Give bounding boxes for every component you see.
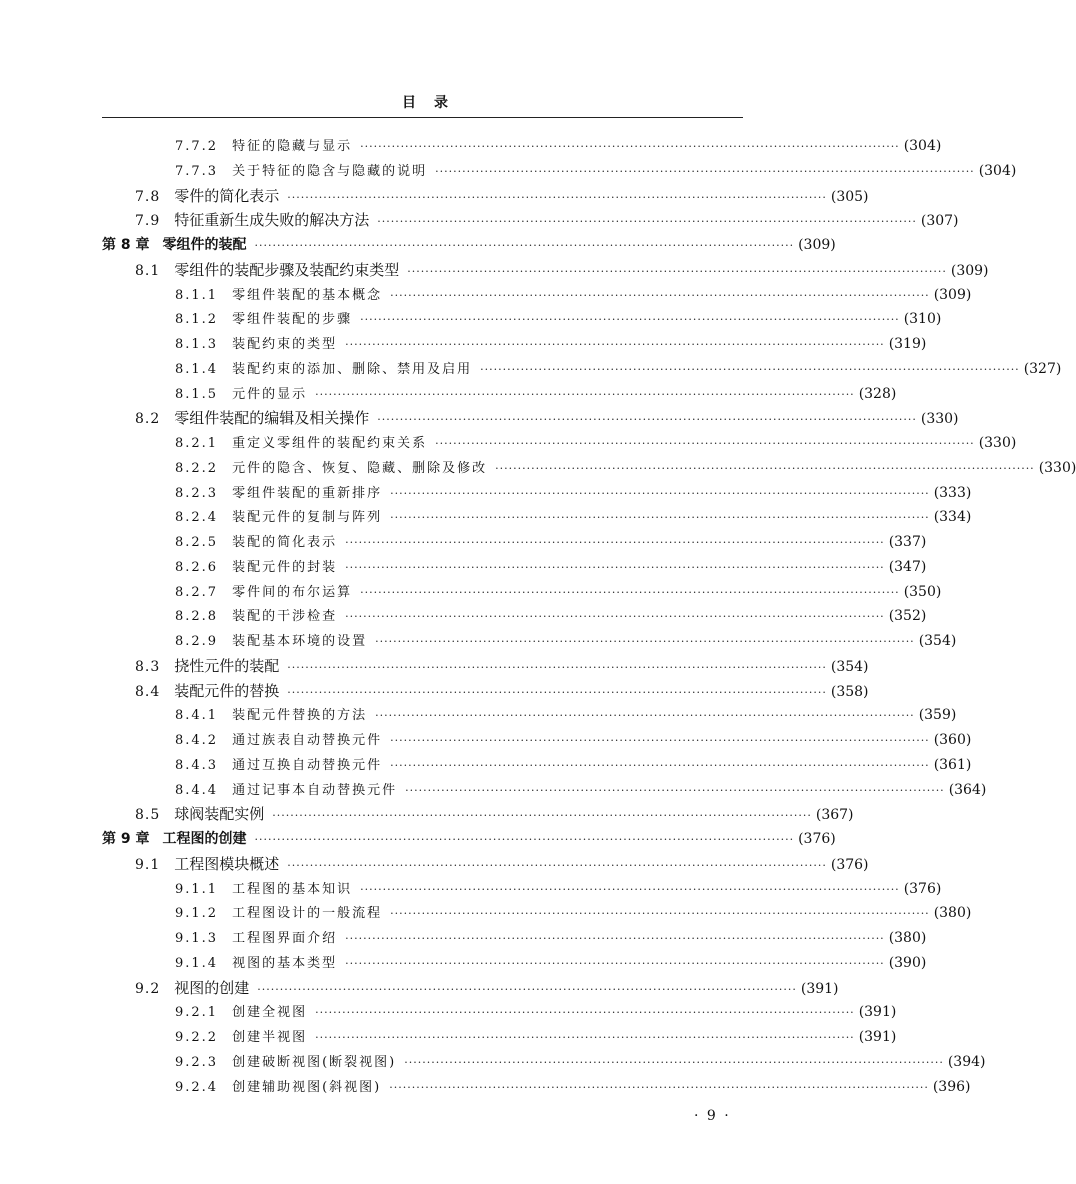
toc-subsection-entry [102,728,972,753]
toc-entry-page: (304) [903,138,942,154]
toc-subsection-entry [102,357,1062,382]
toc-entry-title: 零组件装配的步骤 [232,312,353,328]
toc-entry-number: 第 8 章 [102,237,150,253]
toc-subsection-entry [102,901,972,926]
toc-dot-leader: ························································································································ [287,685,827,699]
toc-entry-number: 9.1.1 [175,881,219,897]
toc-subsection-entry [102,159,1017,184]
toc-entry-page: (304) [978,162,1017,179]
toc-entry-number: 8.1 [135,262,161,279]
toc-entry-number: 7.8 [135,188,161,205]
toc-subsection-entry [102,703,957,728]
toc-chapter-entry [102,827,836,852]
toc-entry-title: 装配元件替换的方法 [232,708,368,724]
toc-entry-title: 装配约束的类型 [232,337,338,352]
toc-dot-leader: ························································································································ [315,1006,855,1020]
toc-entry-title: 通过记事本自动替换元件 [232,782,398,798]
toc-subsection-entry [102,604,927,629]
toc-entry-title: 零组件装配的编辑及相关操作 [174,409,370,428]
toc-entry-page: (354) [918,633,957,649]
toc-entry-number: 8.4.4 [175,782,219,798]
toc-subsection-entry [102,481,972,506]
toc-dot-leader: ························································································································ [360,313,900,327]
toc-entry-number: 9.1.4 [175,955,219,971]
toc-entry-title: 创建半视图 [232,1030,308,1045]
toc-entry-title: 球阀装配实例 [174,805,265,824]
toc-subsection-entry [102,332,927,357]
toc-subsection-entry [102,629,957,654]
toc-entry-page: (364) [948,781,987,798]
toc-dot-leader: ························································································································ [390,288,930,302]
toc-entry-title: 装配约束的添加、删除、禁用及启用 [232,361,473,377]
toc-entry-number: 9.2.4 [175,1079,219,1095]
toc-entry-title: 装配的干涉检查 [232,609,338,625]
toc-entry-number: 8.5 [135,807,161,824]
toc-entry-number: 8.2.4 [175,510,219,526]
toc-entry-number: 8.2.1 [175,436,219,451]
toc-dot-leader: ························································································································ [345,560,885,574]
toc-entry-title: 工程图的创建 [162,831,247,847]
toc-entry-number: 7.7.2 [175,139,219,154]
toc-entry-title: 特征的隐藏与显示 [232,139,353,154]
toc-entry-number: 8.4.2 [175,733,219,748]
toc-entry-number: 8.2.9 [175,634,219,649]
toc-subsection-entry [102,1075,971,1100]
toc-entry-page: (391) [858,1029,897,1045]
toc-entry-title: 工程图的基本知识 [232,881,353,897]
toc-entry-title: 元件的显示 [232,386,308,402]
toc-entry-number: 8.2.3 [175,485,219,501]
toc-dot-leader: ························································································································ [375,635,915,648]
toc-entry-title: 零件间的布尔运算 [232,584,353,600]
toc-entry-number: 7.9 [135,213,161,230]
toc-dot-leader: ························································································································ [257,982,797,996]
toc-dot-leader: ························································································································ [390,758,930,772]
toc-subsection-entry [102,926,927,951]
toc-dot-leader: ························································································································ [360,585,900,599]
toc-subsection-entry [102,283,972,308]
toc-subsection-entry [102,530,927,555]
toc-entry-page: (309) [950,262,989,279]
toc-dot-leader: ························································································································ [287,660,827,674]
toc-entry-number: 8.1.5 [175,386,219,402]
toc-entry-page: (391) [800,980,839,997]
toc-entry-number: 8.2.6 [175,559,219,575]
toc-dot-leader: ························································································································ [272,809,812,823]
toc-entry-number: 8.2.8 [175,609,219,625]
toc-entry-title: 装配基本环境的设置 [232,634,368,649]
toc-dot-leader: ························································································································ [254,239,795,252]
toc-dot-leader: ························································································································ [287,858,827,872]
toc-subsection-entry [102,778,987,803]
toc-dot-leader: ························································································································ [404,1055,944,1069]
toc-section-entry [102,976,839,1001]
toc-dot-leader: ························································································································ [360,140,900,153]
toc-entry-page: (337) [888,534,927,550]
toc-entry-number: 9.2 [135,980,161,997]
toc-section-entry [102,406,959,431]
toc-entry-page: (380) [888,930,927,946]
toc-entry-number: 9.2.1 [175,1005,219,1021]
toc-entry-number: 8.1.1 [175,287,219,303]
toc-entry-title: 重定义零组件的装配约束关系 [232,436,428,451]
toc-entry-title: 创建辅助视图(斜视图) [232,1079,382,1095]
toc-entry-page: (367) [815,807,854,824]
toc-entry-title: 工程图设计的一般流程 [232,906,383,922]
toc-dot-leader: ························································································································ [315,387,855,401]
toc-entry-number: 8.2.5 [175,535,219,550]
toc-entry-page: (310) [903,311,942,328]
toc-dot-leader: ························································································································ [377,413,917,427]
toc-subsection-entry [102,456,1076,481]
page-header-title: 目录 [402,95,466,111]
toc-entry-title: 视图的基本类型 [232,955,338,971]
toc-entry-page: (330) [978,435,1017,451]
toc-entry-page: (376) [830,856,869,873]
toc-dot-leader: ························································································································ [287,190,827,204]
toc-entry-page: (327) [1023,360,1062,377]
toc-entry-title: 零件的简化表示 [174,186,280,205]
toc-entry-page: (391) [858,1004,897,1021]
toc-entry-title: 零组件装配的基本概念 [232,287,383,303]
toc-entry-page: (334) [933,509,972,526]
toc-entry-title: 视图的创建 [174,978,250,997]
toc-entry-title: 零组件装配的重新排序 [232,485,383,501]
toc-dot-leader: ························································································································ [389,1080,929,1094]
toc-entry-title: 元件的隐含、恢复、隐藏、删除及修改 [232,460,488,476]
toc-entry-number: 8.1.3 [175,337,219,352]
toc-subsection-entry [102,753,972,778]
toc-entry-title: 创建破断视图(断裂视图) [232,1054,397,1070]
toc-dot-leader: ························································································································ [345,610,885,624]
toc-entry-title: 特征重新生成失败的解决方法 [174,211,370,230]
toc-entry-title: 零组件的装配 [162,237,247,253]
toc-entry-page: (333) [933,484,972,501]
toc-entry-title: 工程图界面介绍 [232,931,338,946]
toc-entry-page: (309) [933,286,972,303]
toc-entry-number: 8.1.4 [175,361,219,377]
toc-entry-title: 挠性元件的装配 [174,656,280,675]
toc-entry-number: 9.2.2 [175,1030,219,1045]
toc-subsection-entry [102,951,927,976]
toc-entry-number: 8.4.3 [175,757,219,773]
toc-entry-number: 9.1 [135,856,161,873]
page-number: · 9 · [694,1108,731,1124]
toc-entry-number: 8.2 [135,411,161,428]
toc-entry-page: (380) [933,905,972,922]
toc-section-entry [102,208,959,233]
toc-dot-leader: ························································································································ [345,338,885,351]
toc-entry-page: (376) [903,880,942,897]
toc-subsection-entry [102,505,972,530]
toc-entry-title: 装配元件的封装 [232,559,338,575]
toc-subsection-entry [102,431,1017,456]
toc-entry-page: (354) [830,658,869,675]
toc-entry-title: 零组件的装配步骤及装配约束类型 [174,260,400,279]
toc-dot-leader: ························································································································ [390,511,930,525]
toc-section-entry [102,802,854,827]
toc-entry-page: (328) [858,385,897,402]
toc-dot-leader: ························································································································ [345,536,885,549]
toc-subsection-entry [102,1050,986,1075]
toc-entry-page: (361) [933,756,972,773]
toc-entry-page: (350) [903,583,942,600]
toc-subsection-entry [102,382,897,407]
toc-entry-title: 关于特征的隐含与隐藏的说明 [232,163,428,179]
toc-entry-page: (319) [888,336,927,352]
toc-entry-number: 9.1.2 [175,906,219,922]
toc-entry-title: 通过互换自动替换元件 [232,757,383,773]
toc-dot-leader: ························································································································ [407,264,947,278]
toc-entry-number: 9.1.3 [175,931,219,946]
toc-dot-leader: ························································································································ [345,956,885,970]
toc-entry-number: 第 9 章 [102,831,150,847]
toc-entry-page: (396) [932,1078,971,1095]
toc-dot-leader: ························································································································ [435,437,975,450]
toc-dot-leader: ························································································································ [390,734,930,747]
toc-dot-leader: ························································································································ [377,215,917,229]
toc-entry-page: (307) [920,213,959,230]
toc-entry-title: 工程图模块概述 [174,854,280,873]
toc-entry-page: (347) [888,558,927,575]
toc-subsection-entry [102,134,942,159]
toc-entry-title: 装配元件的替换 [174,681,280,700]
toc-section-entry [102,258,989,283]
toc-entry-page: (358) [830,683,869,700]
toc-entry-number: 8.2.2 [175,460,219,476]
toc-entry-page: (394) [947,1053,986,1070]
toc-entry-page: (330) [1038,459,1076,476]
table-of-contents [102,134,1076,1099]
toc-entry-page: (352) [888,608,927,625]
toc-dot-leader: ························································································································ [495,461,1035,475]
toc-dot-leader: ························································································································ [390,486,930,500]
toc-subsection-entry [102,307,942,332]
toc-subsection-entry [102,1000,897,1025]
toc-section-entry [102,184,869,209]
toc-entry-page: (305) [830,188,869,205]
toc-subsection-entry [102,580,942,605]
toc-entry-title: 创建全视图 [232,1005,308,1021]
toc-dot-leader: ························································································································ [345,932,885,945]
toc-entry-page: (360) [933,732,972,748]
toc-section-entry [102,852,869,877]
toc-dot-leader: ························································································································ [360,882,900,896]
toc-subsection-entry [102,877,942,902]
toc-dot-leader: ························································································································ [390,907,930,921]
toc-dot-leader: ························································································································ [254,833,795,846]
toc-dot-leader: ························································································································ [405,783,945,797]
toc-entry-page: (309) [798,237,836,253]
toc-dot-leader: ························································································································ [480,362,1020,376]
toc-section-entry [102,654,869,679]
toc-entry-number: 9.2.3 [175,1054,219,1070]
toc-entry-number: 8.3 [135,658,161,675]
toc-dot-leader: ························································································································ [315,1031,855,1044]
toc-entry-title: 通过族表自动替换元件 [232,733,383,748]
header-rule [102,117,743,118]
toc-entry-title: 装配的简化表示 [232,535,338,550]
toc-entry-number: 8.1.2 [175,312,219,328]
toc-entry-number: 8.2.7 [175,584,219,600]
toc-entry-title: 装配元件的复制与阵列 [232,510,383,526]
toc-dot-leader: ························································································································ [375,709,915,723]
toc-section-entry [102,679,869,704]
toc-entry-number: 8.4 [135,683,161,700]
toc-entry-page: (359) [918,707,957,724]
toc-entry-page: (390) [888,954,927,971]
toc-subsection-entry [102,555,927,580]
toc-chapter-entry [102,233,836,258]
toc-entry-number: 8.4.1 [175,708,219,724]
toc-dot-leader: ························································································································ [435,164,975,178]
toc-entry-number: 7.7.3 [175,163,219,179]
toc-subsection-entry [102,1025,897,1050]
toc-entry-page: (376) [798,831,836,847]
toc-entry-page: (330) [920,411,959,428]
